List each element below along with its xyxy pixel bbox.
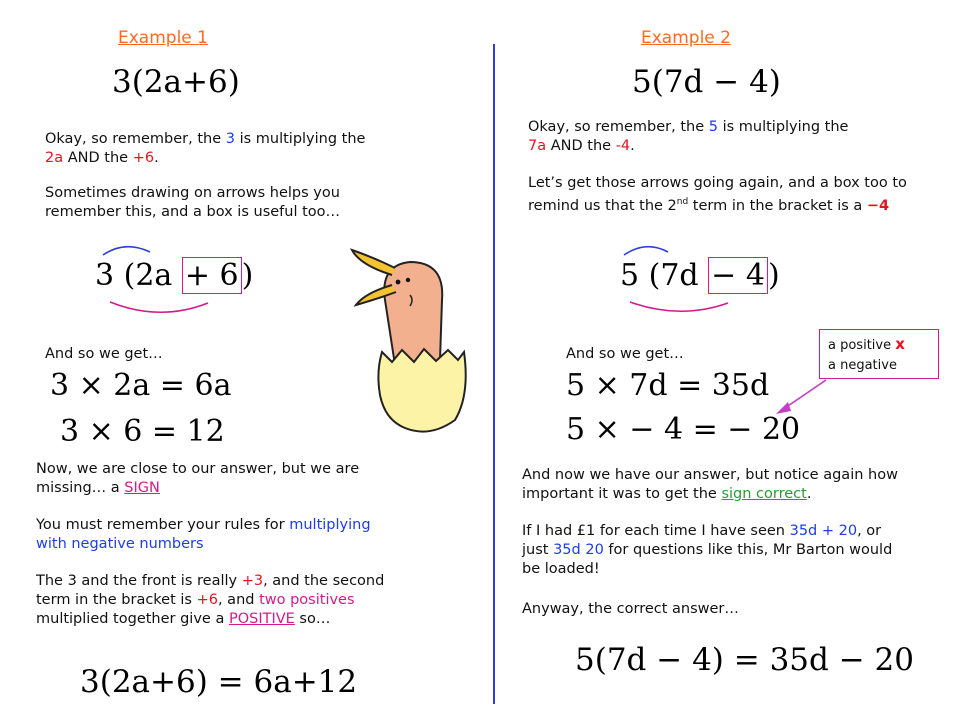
example-2-common-mistakes: If I had £1 for each time I have seen 35d + 20, or just 35d 20 for questions like this, Mr Barton would be loaded!: [522, 523, 893, 577]
example-2-step-1: 5 × 7d = 35d: [566, 368, 770, 403]
example-1-so-we-get: And so we get…: [45, 346, 163, 362]
example-2-boxed-expression: 5 (7d − 4 ): [620, 258, 780, 293]
example-1-boxed-expression: 3 (2a + 6 ): [95, 258, 254, 293]
example-2-step-2: 5 × − 4 = − 20: [566, 412, 801, 447]
example-2-conclusion: And now we have our answer, but notice again how important it was to get the sign correct.: [522, 467, 898, 502]
example-1-intro: Okay, so remember, the 3 is multiplying the 2a AND the +6.: [45, 131, 366, 166]
example-1-title: Example 1: [118, 28, 208, 48]
example-1-arrows-hint: Sometimes drawing on arrows helps you remember this, and a box is useful too…: [45, 185, 341, 220]
example-1-bottom-arrow: [110, 302, 208, 312]
example-2-arrows-hint: Let’s get those arrows going again, and a box too to remind us that the 2nd term in the bracket is a −4: [528, 175, 907, 214]
example-1-step-1: 3 × 2a = 6a: [50, 368, 232, 403]
note-pointer-arrowhead: [776, 402, 791, 414]
multiply-x-icon: x: [895, 335, 905, 353]
positive-times-negative-note: a positive x a negative: [819, 329, 939, 379]
example-2-bottom-arrow: [630, 302, 728, 311]
negative-term-box: − 4: [708, 257, 768, 294]
example-2-expression: 5(7d − 4): [632, 64, 781, 100]
example-2-answer: 5(7d − 4) = 35d − 20: [575, 642, 914, 678]
example-1-top-arrow: [103, 247, 150, 255]
example-2-intro: Okay, so remember, the 5 is multiplying the 7a AND the -4.: [528, 119, 849, 154]
example-1-answer: 3(2a+6) = 6a+12: [80, 664, 358, 700]
cartoon-duck-in-egg-icon: [352, 250, 466, 432]
example-1-step-2: 3 × 6 = 12: [60, 414, 225, 449]
example-1-expression: 3(2a+6): [112, 64, 240, 100]
example-2-title: Example 2: [641, 28, 731, 48]
example-1-rules: You must remember your rules for multiplying with negative numbers: [36, 517, 371, 552]
example-1-missing-sign: Now, we are close to our answer, but we are missing… a SIGN: [36, 461, 360, 496]
example-1-explanation: The 3 and the front is really +3, and the second term in the bracket is +6, and two positives multiplied together give a POSITIVE so…: [36, 573, 385, 627]
example-2-so-we-get: And so we get…: [566, 346, 684, 362]
example-2-top-arrow: [624, 247, 668, 255]
example-2-correct-answer-label: Anyway, the correct answer…: [522, 601, 739, 617]
second-term-box: + 6: [182, 257, 242, 294]
